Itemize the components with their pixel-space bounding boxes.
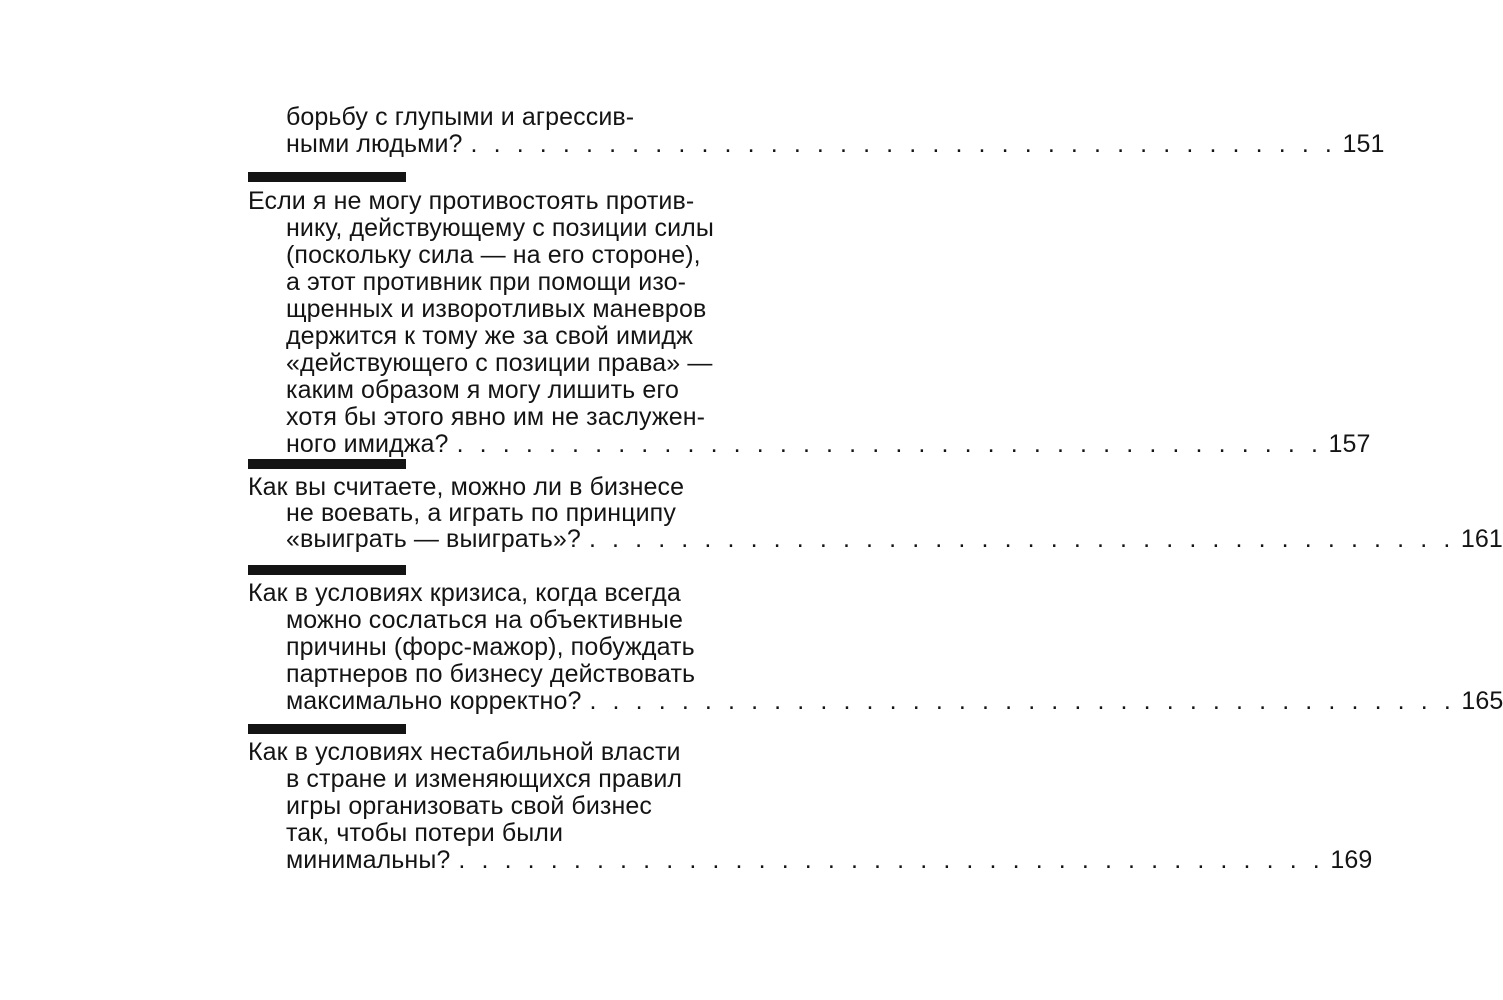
entry-line: Как в условиях нестабильной власти	[248, 738, 681, 766]
entry-line: можно сослаться на объективные	[286, 606, 683, 634]
section-divider	[248, 724, 406, 734]
entry-line: максимально корректно?	[286, 687, 582, 715]
page-number: 157	[1328, 430, 1371, 458]
dot-leader: . . . . . . . . . . . . . . . . . . . . . . . . . . . . . . . . . . . . . .	[470, 130, 1337, 158]
entry-line: а этот противник при помощи изо-	[286, 268, 687, 296]
entry-line: не воевать, а играть по принципу	[286, 499, 676, 527]
entry-last-line	[286, 687, 1503, 715]
entry-line: хотя бы этого явно им не заслужен-	[286, 403, 706, 431]
entry-last-line	[286, 430, 1371, 458]
dot-leader: . . . . . . . . . . . . . . . . . . . . . . . . . . . . . . . . . . . . . .	[589, 687, 1456, 715]
entry-line: борьбу с глупыми и агрессив-	[286, 103, 635, 131]
dot-leader: . . . . . . . . . . . . . . . . . . . . . . . . . . . . . . . . . . . . . .	[588, 525, 1455, 553]
entry-line: так, чтобы потери были	[286, 819, 564, 847]
entry-line: (поскольку сила — на его стороне),	[286, 241, 701, 269]
dot-leader: . . . . . . . . . . . . . . . . . . . . . . . . . . . . . . . . . . . . . .	[456, 430, 1323, 458]
entry-line: партнеров по бизнесу действовать	[286, 660, 696, 688]
entry-line: ного имиджа?	[286, 430, 449, 458]
page-number: 161	[1460, 525, 1503, 553]
entry-last-line	[286, 130, 1385, 158]
entry-last-line	[286, 525, 1503, 553]
entry-line: «выиграть — выиграть»?	[286, 525, 581, 553]
entry-last-line	[286, 846, 1373, 874]
entry-line: нику, действующему с позиции силы	[286, 214, 714, 242]
dot-leader: . . . . . . . . . . . . . . . . . . . . . . . . . . . . . . . . . . . . . .	[458, 846, 1325, 874]
section-divider	[248, 565, 406, 575]
entry-line: игры организовать свой бизнес	[286, 792, 652, 820]
entry-line: Как вы считаете, можно ли в бизнесе	[248, 473, 685, 501]
entry-line: «действующего с позиции права» —	[286, 349, 713, 377]
entry-line: причины (форс-мажор), побуждать	[286, 633, 695, 661]
entry-line: щренных и изворотливых маневров	[286, 295, 707, 323]
section-divider	[248, 172, 406, 182]
entry-line: ными людьми?	[286, 130, 463, 158]
page-number: 151	[1342, 130, 1385, 158]
page-number: 165	[1461, 687, 1503, 715]
entry-line: в стране и изменяющихся правил	[286, 765, 683, 793]
entry-line: Как в условиях кризиса, когда всегда	[248, 579, 681, 607]
section-divider	[248, 459, 406, 469]
entry-line: каким образом я могу лишить его	[286, 376, 680, 404]
entry-line: держится к тому же за свой имидж	[286, 322, 693, 350]
page-number: 169	[1330, 846, 1373, 874]
entry-line: Если я не могу противостоять против-	[248, 187, 695, 215]
entry-line: минимальны?	[286, 846, 451, 874]
